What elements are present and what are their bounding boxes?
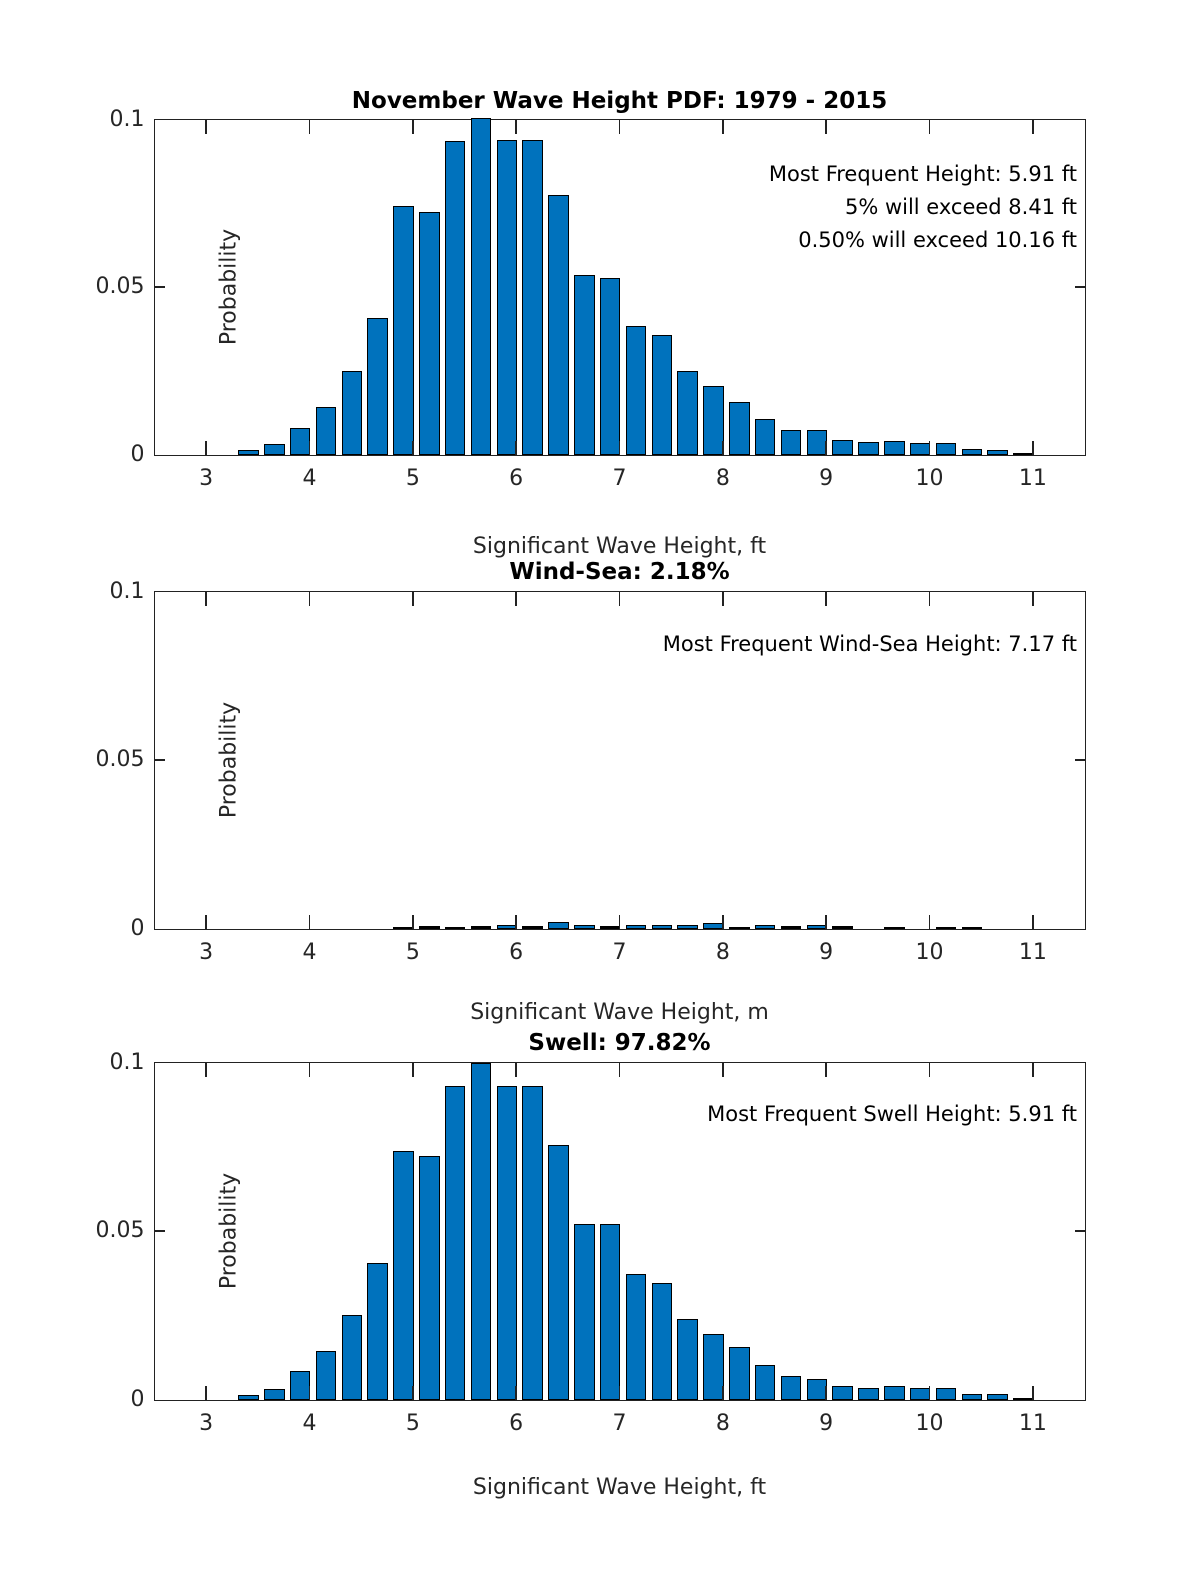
histogram-bar (755, 1365, 776, 1399)
histogram-bar (445, 927, 466, 929)
x-tick-label: 6 (509, 465, 524, 491)
x-tick-mark (825, 592, 827, 606)
histogram-bar (238, 1395, 259, 1399)
x-tick-label: 11 (1018, 939, 1047, 965)
histogram-bar (548, 195, 569, 455)
y-tick-mark (1075, 759, 1085, 761)
histogram-bar (936, 443, 957, 455)
histogram-bar (729, 402, 750, 455)
x-tick-mark (515, 592, 517, 606)
x-tick-mark (205, 1386, 207, 1400)
y-tick-label: 0.05 (95, 747, 145, 772)
x-tick-label: 4 (302, 1410, 317, 1436)
x-tick-mark (929, 915, 931, 929)
x-tick-mark (309, 915, 311, 929)
histogram-bar (755, 925, 776, 928)
x-tick-label: 8 (715, 939, 730, 965)
x-tick-label: 10 (915, 1410, 944, 1436)
x-tick-label: 3 (199, 465, 214, 491)
x-tick-mark (1032, 1386, 1034, 1400)
annotation-line: 0.50% will exceed 10.16 ft (798, 228, 1077, 252)
histogram-bar (290, 1371, 311, 1399)
x-tick-label: 4 (302, 465, 317, 491)
x-tick-mark (205, 1063, 207, 1077)
x-tick-mark (825, 441, 827, 455)
x-tick-label: 9 (819, 939, 834, 965)
x-axis-label: Significant Wave Height, ft (472, 1475, 767, 1500)
y-tick-mark (1075, 286, 1085, 288)
x-tick-mark (722, 915, 724, 929)
y-tick-label: 0.1 (109, 578, 145, 604)
histogram-bar (962, 927, 983, 928)
x-tick-mark (205, 592, 207, 606)
x-tick-label: 6 (509, 1410, 524, 1436)
x-tick-mark (619, 1386, 621, 1400)
x-axis-label: Significant Wave Height, ft (472, 534, 767, 559)
annotations (707, 1098, 1077, 1131)
histogram-bar (574, 1224, 595, 1399)
x-tick-mark (619, 1063, 621, 1077)
histogram-bar (832, 926, 853, 928)
histogram-bar (497, 1086, 518, 1400)
histogram-bar (987, 450, 1008, 454)
x-tick-mark (619, 120, 621, 134)
y-tick-label: 0 (130, 441, 145, 467)
x-tick-mark (309, 441, 311, 455)
histogram-bar (497, 925, 518, 928)
x-tick-label: 11 (1018, 465, 1047, 491)
histogram-bar (342, 371, 363, 454)
x-tick-mark (412, 915, 414, 929)
histogram-bar (962, 1394, 983, 1399)
x-tick-mark (619, 441, 621, 455)
histogram-bar (832, 1386, 853, 1400)
x-tick-label: 7 (612, 939, 627, 965)
y-tick-label: 0.1 (109, 106, 145, 132)
x-tick-label: 11 (1018, 1410, 1047, 1436)
y-tick-mark (1075, 1230, 1085, 1232)
x-tick-mark (412, 592, 414, 606)
histogram-bar (367, 318, 388, 455)
x-tick-label: 4 (302, 939, 317, 965)
x-tick-mark (722, 120, 724, 134)
histogram-bar (703, 923, 724, 928)
histogram-bar (781, 430, 802, 454)
histogram-bar (419, 212, 440, 455)
histogram-bar (522, 1086, 543, 1400)
histogram-bar (548, 1145, 569, 1399)
x-tick-mark (619, 915, 621, 929)
x-tick-label: 5 (405, 1410, 420, 1436)
histogram-bar (522, 926, 543, 929)
histogram-bar (910, 1388, 931, 1400)
x-axis-label: Significant Wave Height, m (470, 1000, 769, 1025)
y-tick-label: 0 (130, 915, 145, 941)
y-tick-label: 0 (130, 1386, 145, 1412)
annotations (663, 628, 1077, 661)
histogram-bar (393, 927, 414, 928)
annotation-line: Most Frequent Swell Height: 5.91 ft (707, 1102, 1077, 1126)
histogram-bar (626, 925, 647, 928)
x-tick-label: 10 (915, 465, 944, 491)
histogram-bar (729, 1347, 750, 1399)
x-tick-mark (412, 1386, 414, 1400)
histogram-bar (522, 140, 543, 455)
histogram-bar (781, 1376, 802, 1399)
histogram-bar (626, 1274, 647, 1399)
histogram-bar (316, 407, 337, 455)
y-tick-mark (155, 1230, 165, 1232)
x-tick-mark (205, 120, 207, 134)
x-tick-mark (825, 915, 827, 929)
x-tick-label: 9 (819, 1410, 834, 1436)
histogram-bar (393, 206, 414, 454)
x-tick-mark (1032, 441, 1034, 455)
histogram-bar (807, 1379, 828, 1400)
x-tick-mark (309, 1063, 311, 1077)
y-axis-label: Probability (216, 1172, 241, 1290)
histogram-bar (884, 441, 905, 454)
histogram-bar (342, 1315, 363, 1400)
histogram-bar (290, 428, 311, 455)
histogram-bar (548, 922, 569, 928)
x-tick-label: 7 (612, 1410, 627, 1436)
x-tick-mark (309, 592, 311, 606)
histogram-bar (1013, 453, 1034, 454)
y-axis-label: Probability (216, 228, 241, 346)
x-tick-label: 3 (199, 1410, 214, 1436)
histogram-bar (600, 278, 621, 455)
x-tick-label: 5 (405, 465, 420, 491)
x-tick-mark (412, 1063, 414, 1077)
histogram-bar (755, 419, 776, 455)
histogram-bar (497, 140, 518, 455)
histogram-bar (884, 1386, 905, 1399)
x-tick-label: 6 (509, 939, 524, 965)
histogram-bar (910, 443, 931, 454)
histogram-bar (832, 440, 853, 455)
x-tick-label: 5 (405, 939, 420, 965)
histogram-bar (652, 335, 673, 455)
histogram-bar (419, 1156, 440, 1400)
x-tick-mark (515, 441, 517, 455)
annotation-line: Most Frequent Wind-Sea Height: 7.17 ft (662, 632, 1077, 656)
histogram-bar (600, 926, 621, 928)
x-tick-label: 9 (819, 465, 834, 491)
histogram-bar (677, 925, 698, 929)
y-axis-label: Probability (216, 701, 241, 819)
histogram-bar (238, 450, 259, 454)
x-tick-mark (929, 120, 931, 134)
x-tick-mark (412, 120, 414, 134)
y-tick-mark (155, 759, 165, 761)
x-tick-mark (929, 1386, 931, 1400)
histogram-bar (445, 141, 466, 454)
x-tick-mark (515, 1386, 517, 1400)
histogram-bar (445, 1086, 466, 1400)
histogram-bar (600, 1224, 621, 1399)
annotation-line: Most Frequent Height: 5.91 ft (768, 162, 1077, 186)
x-tick-mark (1032, 592, 1034, 606)
x-tick-mark (825, 120, 827, 134)
histogram-bar (936, 1388, 957, 1399)
x-tick-mark (722, 441, 724, 455)
x-tick-mark (412, 441, 414, 455)
histogram-bar (987, 1394, 1008, 1399)
histogram-bar (626, 326, 647, 455)
histogram-bar (729, 927, 750, 928)
x-tick-mark (825, 1386, 827, 1400)
x-tick-label: 10 (915, 939, 944, 965)
histogram-bar (858, 442, 879, 454)
x-tick-label: 8 (715, 465, 730, 491)
histogram-bar (367, 1263, 388, 1400)
x-tick-mark (929, 1063, 931, 1077)
x-tick-label: 7 (612, 465, 627, 491)
x-tick-mark (1032, 1063, 1034, 1077)
x-tick-mark (722, 592, 724, 606)
x-tick-mark (205, 441, 207, 455)
histogram-bar (1013, 1398, 1034, 1400)
histogram-bar (574, 925, 595, 928)
histogram-bar (807, 925, 828, 929)
histogram-bar (471, 118, 492, 455)
histogram-bar (703, 1334, 724, 1399)
histogram-bar (962, 449, 983, 454)
histogram-bar (419, 926, 440, 928)
histogram-bar (677, 371, 698, 454)
x-tick-mark (1032, 915, 1034, 929)
x-tick-mark (722, 1386, 724, 1400)
x-tick-mark (205, 915, 207, 929)
y-tick-label: 0.05 (95, 274, 145, 299)
histogram-bar (858, 1388, 879, 1400)
histogram-bar (393, 1151, 414, 1400)
y-tick-label: 0.05 (95, 1218, 145, 1243)
x-tick-mark (825, 1063, 827, 1077)
x-tick-mark (309, 120, 311, 134)
x-tick-label: 8 (715, 1410, 730, 1436)
x-tick-mark (619, 592, 621, 606)
chart-title: Swell: 97.82% (528, 1030, 711, 1056)
histogram-bar (781, 926, 802, 929)
histogram-bar (652, 1283, 673, 1400)
x-tick-mark (309, 1386, 311, 1400)
histogram-bar (677, 1319, 698, 1400)
x-tick-label: 3 (199, 939, 214, 965)
y-tick-label: 0.1 (109, 1049, 145, 1075)
histogram-bar (471, 926, 492, 929)
histogram-bar (471, 1063, 492, 1400)
y-tick-mark (155, 286, 165, 288)
annotations (769, 158, 1077, 257)
annotation-line: 5% will exceed 8.41 ft (844, 195, 1077, 219)
histogram-bar (316, 1351, 337, 1399)
histogram-bar (807, 430, 828, 454)
histogram-bar (936, 927, 957, 928)
x-tick-mark (1032, 120, 1034, 134)
x-tick-mark (929, 441, 931, 455)
x-tick-mark (515, 915, 517, 929)
x-tick-mark (722, 1063, 724, 1077)
chart-title: Wind-Sea: 2.18% (509, 559, 730, 585)
x-tick-mark (929, 592, 931, 606)
x-tick-mark (515, 1063, 517, 1077)
histogram-bar (652, 925, 673, 928)
histogram-bar (884, 927, 905, 928)
histogram-bar (703, 386, 724, 455)
x-tick-mark (515, 120, 517, 134)
histogram-bar (264, 1389, 285, 1400)
histogram-bar (264, 444, 285, 454)
chart-title: November Wave Height PDF: 1979 - 2015 (351, 88, 888, 114)
histogram-bar (574, 275, 595, 454)
